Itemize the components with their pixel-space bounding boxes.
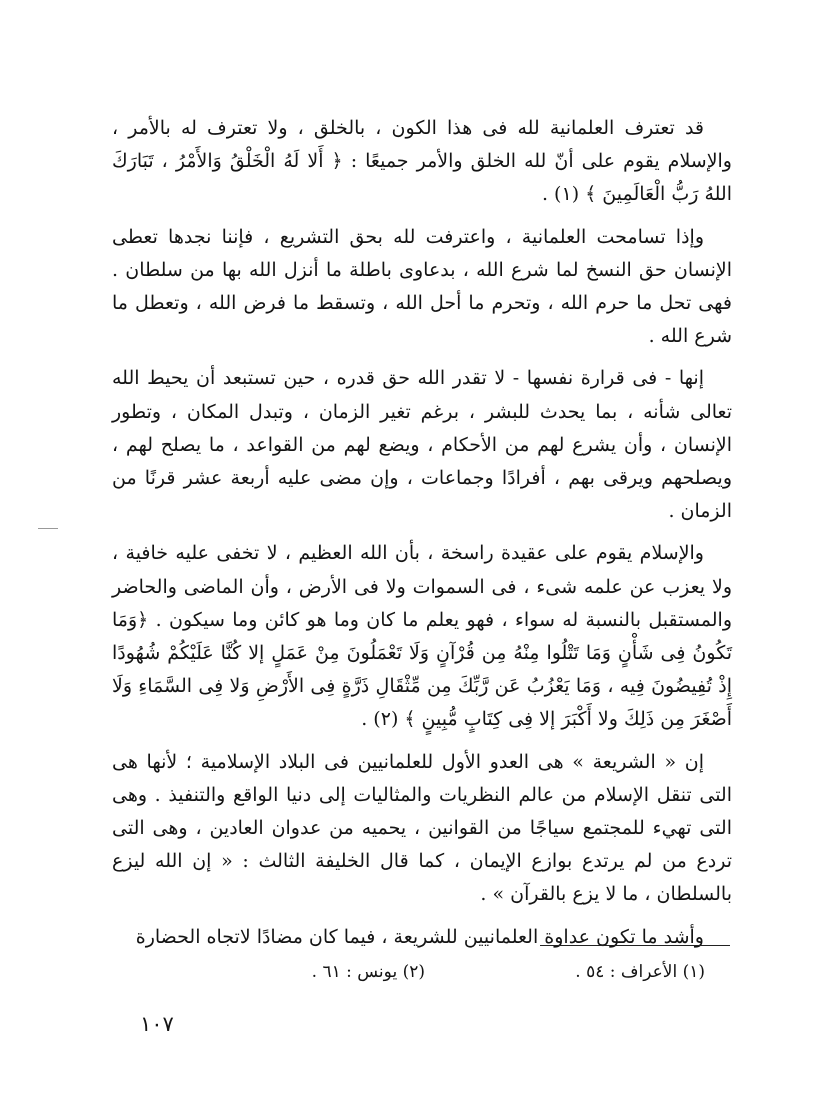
footnote-2: (٢) يونس : ٦١ .: [311, 962, 425, 982]
footnote-divider: [540, 945, 730, 946]
paragraph-2: وإذا تسامحت العلمانية ، واعترفت لله بحق التشريع ، فإننا نجدها تعطى الإنسان حق النسخ لما شرع الله ، بدعاوى باطلة ما أنزل الله بها من سلطان . فهى تحل ما حرم الله ، وتحرم ما أحل الله ، وتسقط ما فرض الله ، وتعطل ما شرع الله .: [112, 225, 732, 348]
paragraph-1: قد تعترف العلمانية لله فى هذا الكون ، بالخلق ، ولا تعترف له بالأمر ، والإسلام يقوم على أنّ لله الخلق والأمر جميعًا : ﴿ أَلا لَهُ الْخَلْقُ وَالأَمْرُ ، تَبَارَكَ اللهُ رَبُّ الْعَالَمِينَ ﴾ (١) .: [112, 117, 732, 206]
paragraph-5: إن « الشريعة » هى العدو الأول للعلمانيين فى البلاد الإسلامية ؛ لأنها هى التى تنقل الإسلام من عالم النظريات والمثاليات إلى دنيا الواقع والتنفيذ . وهى التى تهيء للمجتمع سياجًا من القوانين ، يحميه من عدوان العادين ، وهى التى تردع من لم يرتدع بوازع الإيمان ، كما قال الخليفة الثالث : « إن الله ليزع بالسلطان ، ما لا يزع بالقرآن » .: [112, 750, 732, 906]
paragraph-3: إنها - فى قرارة نفسها - لا تقدر الله حق قدره ، حين تستبعد أن يحيط الله تعالى شأنه ، بما يحدث للبشر ، برغم تغير الزمان ، وتبدل المكان ، وتطور الإنسان ، وأن يشرع لهم من الأحكام ، ويضع لهم من القواعد ، ما يصلح لهم ، ويصلحهم ويرقى بهم ، أفرادًا وجماعات ، وإن مضى عليه أربعة عشر قرنًا من الزمان .: [112, 367, 732, 523]
page-body: [112, 112, 732, 963]
footnote-1: (١) الأعراف : ٥٤ .: [575, 962, 705, 982]
margin-mark: [38, 528, 58, 529]
page-number: ١٠٧: [140, 1012, 174, 1036]
paragraph-6: وأشد ما تكون عداوة العلمانيين للشريعة ، فيما كان مضادًا لاتجاه الحضارة: [135, 925, 704, 948]
paragraph-4: والإسلام يقوم على عقيدة راسخة ، بأن الله العظيم ، لا تخفى عليه خافية ، ولا يعزب عن علمه شىء ، فى السموات ولا فى الأرض ، وأن الماضى والحاضر والمستقبل بالنسبة له سواء ، فهو يعلم ما كان وما هو كائن وما سيكون . ﴿وَمَا تَكُونُ فِى شَأْنٍ وَمَا تَتْلُوا مِنْهُ مِن قُرْآنٍ وَلَا تَعْمَلُونَ مِنْ عَمَلٍ إلا كُنَّا عَلَيْكُمْ شُهُودًا إِذْ تُفِيضُونَ فِيه ، وَمَا يَعْزُبُ عَن رَّبِّكَ مِن مِّثْقَالِ ذَرَّةٍ فِى الأَرْضِ وَلا فِى السَّمَاءِ وَلَا أَصْغَرَ مِن ذَلِكَ ولا أَكْبَرَ إلا فِى كِتَابٍ مُّبِينٍ ﴾ (٢) .: [112, 542, 732, 731]
